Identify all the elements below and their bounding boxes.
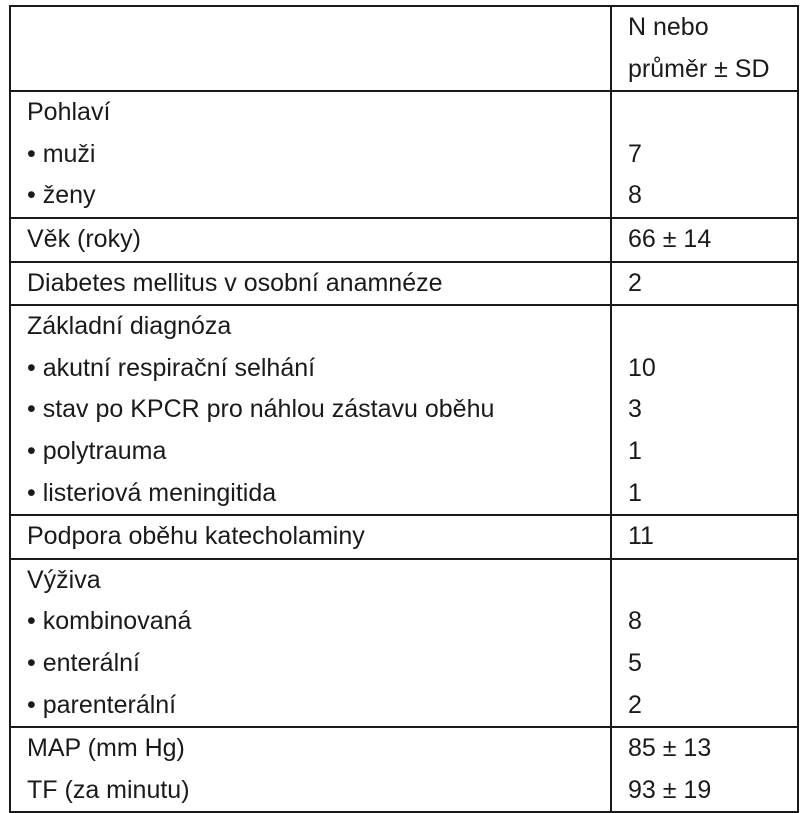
row-label: • akutní respirační selhání [10,348,611,390]
table-row [10,727,798,770]
header-label-cell-empty [10,49,611,92]
row-value [611,91,798,134]
row-label: MAP (mm Hg) [10,727,611,770]
row-value: 1 [611,431,798,473]
row-label: Diabetes mellitus v osobní anamnéze [10,262,611,306]
row-label: • stav po KPCR pro náhlou zástavu oběhu [10,389,611,431]
header-label-cell [10,6,611,49]
row-value: 66 ± 14 [611,218,798,262]
table-row [10,262,798,306]
table-row [10,91,798,134]
row-label: Výživa [10,559,611,602]
header-value-cell-line2: průměr ± SD [611,49,798,92]
row-value: 2 [611,262,798,306]
row-value: 7 [611,134,798,176]
row-label: TF (za minutu) [10,770,611,813]
table-row [10,348,798,390]
table-row [10,305,798,348]
row-value: 93 ± 19 [611,770,798,813]
table-row [10,559,798,602]
table-row [10,431,798,473]
row-label: • parenterální [10,685,611,728]
row-label: • polytrauma [10,431,611,473]
table-row [10,175,798,218]
row-label: Podpora oběhu katecholaminy [10,515,611,559]
row-label: • enterální [10,643,611,685]
header-value-cell-line1: N nebo [611,6,798,49]
row-label: • listeriová meningitida [10,473,611,516]
row-label: Věk (roky) [10,218,611,262]
row-value: 10 [611,348,798,390]
row-value [611,305,798,348]
table-row [10,770,798,813]
row-value [611,559,798,602]
row-value: 8 [611,175,798,218]
table-row [10,515,798,559]
row-label: • kombinovaná [10,601,611,643]
table-row [10,601,798,643]
row-value: 11 [611,515,798,559]
row-value: 5 [611,643,798,685]
table-row [10,389,798,431]
row-label: Pohlaví [10,91,611,134]
table-row [10,685,798,728]
row-value: 8 [611,601,798,643]
row-label: • muži [10,134,611,176]
row-label: Základní diagnóza [10,305,611,348]
table-header-row [10,6,798,49]
table-row [10,218,798,262]
table-header-row [10,49,798,92]
table-row [10,473,798,516]
table-row [10,134,798,176]
row-value: 85 ± 13 [611,727,798,770]
patient-characteristics-table [9,5,799,813]
row-value: 1 [611,473,798,516]
row-value: 2 [611,685,798,728]
table-row [10,643,798,685]
row-value: 3 [611,389,798,431]
row-label: • ženy [10,175,611,218]
